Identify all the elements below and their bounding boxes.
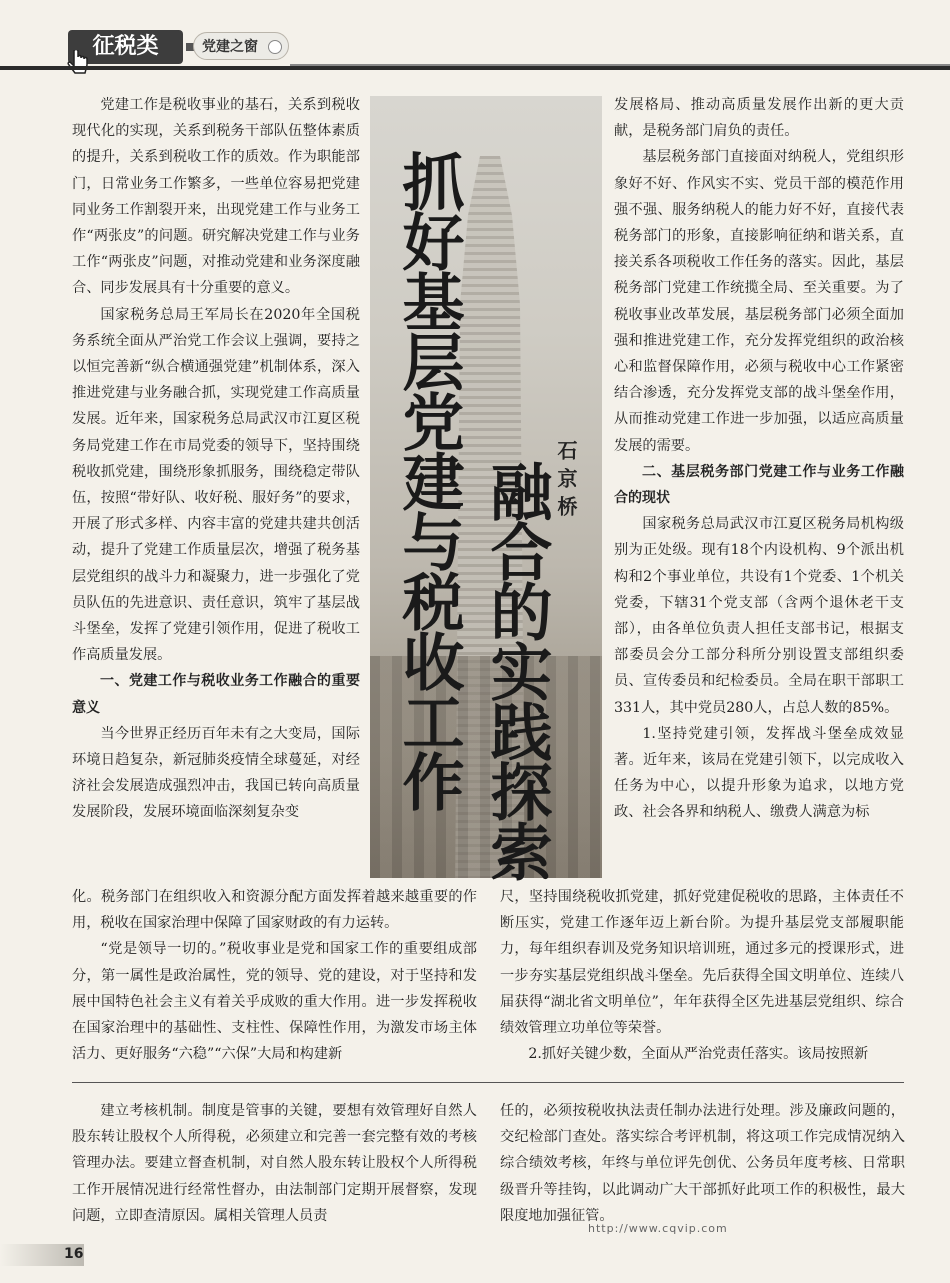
section-tag: 征税类 <box>68 30 183 64</box>
footnote-divider <box>72 1082 904 1083</box>
column-tag <box>193 32 289 60</box>
article-title: 抓好基层党建与税收工作 <box>392 150 465 810</box>
hand-pointer-icon <box>66 50 90 80</box>
paragraph: 化。税务部门在组织收入和资源分配方面发挥着越来越重要的作用，税收在国家治理中保障了国家财政的有力运转。 <box>72 889 477 932</box>
column-tag-label: 党建之窗 <box>202 39 258 55</box>
watermark: http://www.cqvip.com <box>588 1222 728 1235</box>
page-number: 16 <box>64 1246 84 1262</box>
paragraph: 国家税务总局武汉市江夏区税务局机构级别为正处级。现有18个内设机构、9个派出机构和2个事业单位，共设有1个党委、1个机关党委，下辖31个党支部（含两个退休老干支部），由各单位负责人担任支部书记，根据支部委员会分工部分科所分别设置支部组织委员、宣传委员和纪检委员。全局在职干部职工331人，其中党员280人，占总人数的85%。 <box>614 516 904 716</box>
paragraph: 当今世界正经历百年未有之大变局，国际环境日趋复杂，新冠肺炎疫情全球蔓延，对经济社会发展造成强烈冲击，我国已转向高质量发展阶段，发展环境面临深刻复杂变 <box>72 725 360 821</box>
paragraph: “党是领导一切的。”税收事业是党和国家工作的重要组成部分，第一属性是政治属性，党的领导、党的建设，对于坚持和发展中国特色社会主义有着关乎成败的重大作用。进一步发挥税收在国家治理中的基础性、支柱性、保障性作用，为激发市场主体活力、更好服务“六稳”“六保”大局和构建新 <box>72 941 477 1063</box>
circle-icon <box>268 40 282 54</box>
section-heading: 一、党建工作与税收业务工作融合的重要意义 <box>72 673 360 716</box>
paragraph: 发展格局、推动高质量发展作出新的更大贡献，是税务部门肩负的责任。 <box>614 97 904 140</box>
paragraph: 尺，坚持围绕税收抓党建，抓好党建促税收的思路，主体责任不断压实，党建工作逐年迈上新台阶。为提升基层党支部履职能力，每年组织春训及党务知识培训班，通过多元的授课形式，进一步夯实基层党组织战斗堡垒。先后获得全国文明单位、连续八届获得“湖北省文明单位”，年年获得全区先进基层党组织、综合绩效管理立功单位等荣誉。 <box>500 889 904 1037</box>
paragraph: 基层税务部门直接面对纳税人，党组织形象好不好、作风实不实、党员干部的模范作用强不强、服务纳税人的能力好不好，直接代表税务部门的形象，直接影响征纳和谐关系，直接关系各项税收工作任务的落实。因此，基层税务部门党建工作统揽全局、至关重要。为了税收事业改革发展，基层税务部门必须全面加强和推进党建工作，充分发挥党组织的政治核心和监督保障作用，必须与税收中心工作紧密结合渗透，充分发挥党支部的战斗堡垒作用，从而推动党建工作进一步加强，以适应高质量发展的需要。 <box>614 149 904 454</box>
header-rule <box>0 66 950 70</box>
article-subtitle: 融合的实践探索 <box>480 460 553 880</box>
left-column <box>72 92 360 826</box>
paragraph: 任的，必须按税收执法责任制办法进行处理。涉及廉政问题的，交纪检部门查处。落实综合考评机制，将这项工作完成情况纳入综合绩效考核，年终与单位评先创优、公务员年度考核、日常职级晋升等挂钩，以此调动广大干部抓好此项工作的积极性，最大限度地加强征管。 <box>500 1103 905 1224</box>
page-header <box>0 0 950 70</box>
paragraph: 2.抓好关键少数，全面从严治党责任落实。该局按照新 <box>528 1046 869 1063</box>
paragraph: 建立考核机制。制度是管事的关键，要想有效管理好自然人股东转让股权个人所得税，必须建立和完善一套完整有效的考核管理办法。要建立督查机制，对自然人股东转让股权个人所得税工作开展情况进行经常性督办，由法制部门定期开展督察，发现问题，立即查清原因。属相关管理人员责 <box>72 1103 477 1224</box>
article-author: 石京桥 <box>554 440 578 524</box>
paragraph: 1.坚持党建引领，发挥战斗堡垒成效显著。近年来，该局在党建引领下，以完成收入任务为中心，以提升形象为追求，以地方党政、社会各界和纳税人、缴费人满意为标 <box>614 725 904 821</box>
right-column <box>614 92 904 826</box>
paragraph: 国家税务总局王军局长在2020年全国税务系统全面从严治党工作会议上强调，要持之以恒完善新“纵合横通强党建”机制体系，深入推进党建与业务融合抓，实现党建工作高质量发展。近年来，国家税务总局武汉市江夏区税务局党建工作在市局党委的领导下，坚持围绕税收抓党建，围绕形象抓服务，围绕稳定带队伍，按照“带好队、收好税、服好务”的要求，开展了形式多样、内容丰富的党建共建共创活动，提升了党建工作质量层次，增强了税务基层党组织的战斗力和凝聚力，进一步强化了党员队伍的先进意识、责任意识，筑牢了基层战斗堡垒，发挥了党建引领作用，促进了税收工作高质量发展。 <box>72 306 360 664</box>
section-heading: 二、基层税务部门党建工作与业务工作融合的现状 <box>614 463 904 507</box>
paragraph: 党建工作是税收事业的基石，关系到税收现代化的实现，关系到税务干部队伍整体素质的提升，关系到税收工作的质效。作为职能部门，日常业务工作繁多，一些单位容易把党建同业务工作割裂开来，出现党建工作与业务工作“两张皮”的问题。研究解决党建工作与业务工作“两张皮”问题，对推动党建和业务深度融合、同步发展具有十分重要的意义。 <box>72 97 360 297</box>
